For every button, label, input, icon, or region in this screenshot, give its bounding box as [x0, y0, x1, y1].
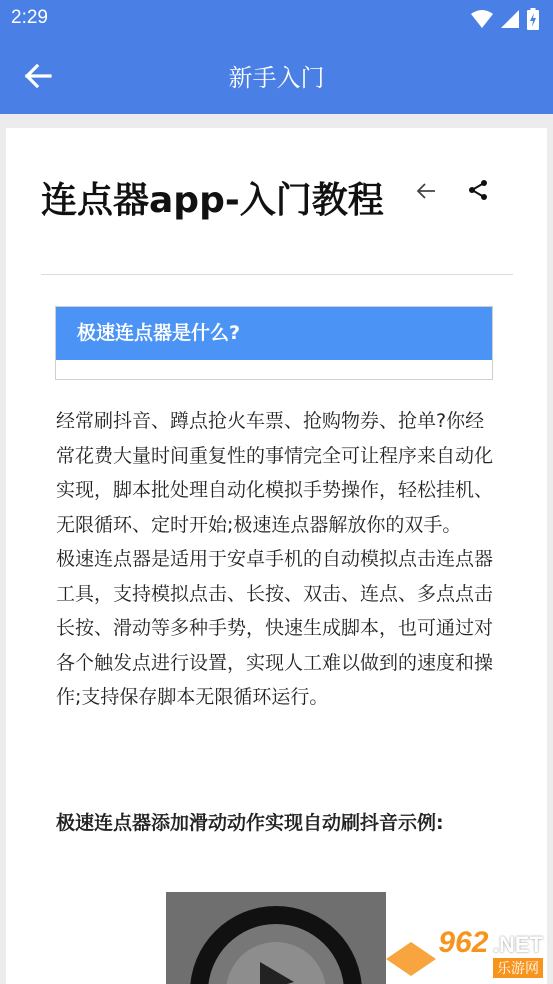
status-icons — [471, 8, 539, 30]
wifi-icon — [471, 9, 493, 29]
article-back-button[interactable] — [414, 179, 438, 203]
article-card — [6, 128, 547, 984]
status-time: 2:29 — [11, 7, 48, 28]
article-title: 连点器app-入门教程 — [41, 180, 384, 221]
paragraph-intro: 经常刷抖音、蹲点抢火车票、抢购物券、抢单?你经常花费大量时间重复性的事情完全可让程序来自动化实现，脚本批处理自动化模拟手势操作，轻松挂机、无限循环、定时开始;极速连点器解放你的双手。 — [56, 410, 494, 536]
watermark-number: 962 — [438, 926, 489, 959]
play-icon — [166, 892, 386, 984]
paragraph-features: 极速连点器是适用于安卓手机的自动模拟点击连点器工具，支持模拟点击、长按、双击、连点、多点点击长按、滑动等多种手势，快速生成脚本，也可通过对各个触发点进行设置，实现人工难以做到的速度和操作;支持保存脚本无限循环运行。 — [56, 548, 494, 708]
app-title: 新手入门 — [228, 64, 325, 92]
battery-icon — [527, 8, 539, 30]
title-divider — [41, 274, 513, 275]
watermark-suffix: .NET — [492, 932, 543, 957]
app-bar — [0, 38, 553, 114]
article-body — [56, 404, 496, 715]
video-thumbnail[interactable] — [166, 892, 386, 984]
watermark-cn: 乐游网 — [493, 958, 543, 978]
share-icon — [466, 178, 490, 202]
cell-signal-icon — [501, 9, 519, 29]
section-heading: 极速连点器是什么? — [56, 307, 492, 360]
example-subheading: 极速连点器添加滑动动作实现自动刷抖音示例: — [56, 812, 444, 834]
status-bar — [0, 0, 553, 38]
arrow-left-icon — [414, 179, 438, 203]
share-button[interactable] — [466, 178, 490, 202]
section-box — [55, 306, 493, 380]
